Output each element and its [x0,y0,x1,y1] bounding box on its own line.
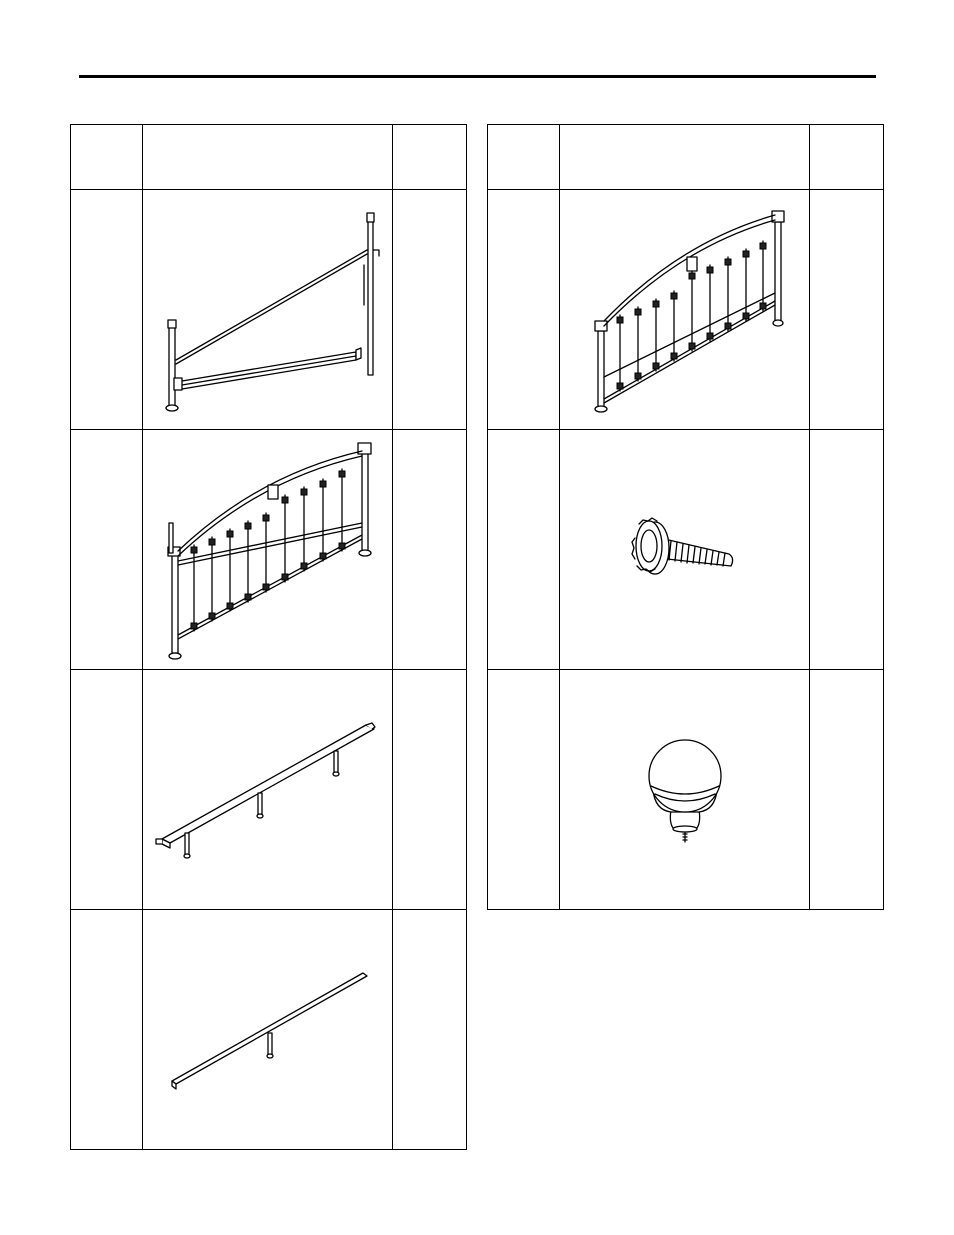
row-illustration [560,430,810,670]
table-row [71,670,467,910]
footboard-assembled-icon [148,435,388,665]
row-qty [393,190,467,430]
row-illustration [143,910,393,1150]
row-letter [71,190,143,430]
header-qty [810,125,884,190]
headboard-panel-icon [585,197,785,422]
header-qty [393,125,467,190]
row-letter [71,430,143,670]
table-header-row [488,125,884,190]
row-qty [393,430,467,670]
parts-table-left [70,124,467,1150]
thumb-screw-bolt-icon [625,500,745,600]
header-letter [71,125,143,190]
table-row [71,910,467,1150]
row-letter [71,670,143,910]
center-slat-with-leg-icon [148,965,388,1095]
header-part [560,125,810,190]
table-row [71,430,467,670]
table-row [488,430,884,670]
ball-finial-icon [635,730,735,850]
row-qty [393,670,467,910]
row-illustration [143,670,393,910]
row-qty [393,910,467,1150]
row-illustration [143,430,393,670]
row-illustration [560,670,810,910]
table-row [488,190,884,430]
table-row [71,190,467,430]
footboard-rails-icon [148,200,388,420]
row-letter [488,190,560,430]
table-header-row [71,125,467,190]
table-row [488,670,884,910]
row-illustration [560,190,810,430]
row-qty [810,670,884,910]
side-rail-with-legs-icon [148,715,388,865]
row-qty [810,190,884,430]
row-letter [71,910,143,1150]
row-letter [488,430,560,670]
parts-table-right [487,124,884,910]
top-rule [79,75,876,78]
row-illustration [143,190,393,430]
row-letter [488,670,560,910]
header-letter [488,125,560,190]
header-part [143,125,393,190]
row-qty [810,430,884,670]
